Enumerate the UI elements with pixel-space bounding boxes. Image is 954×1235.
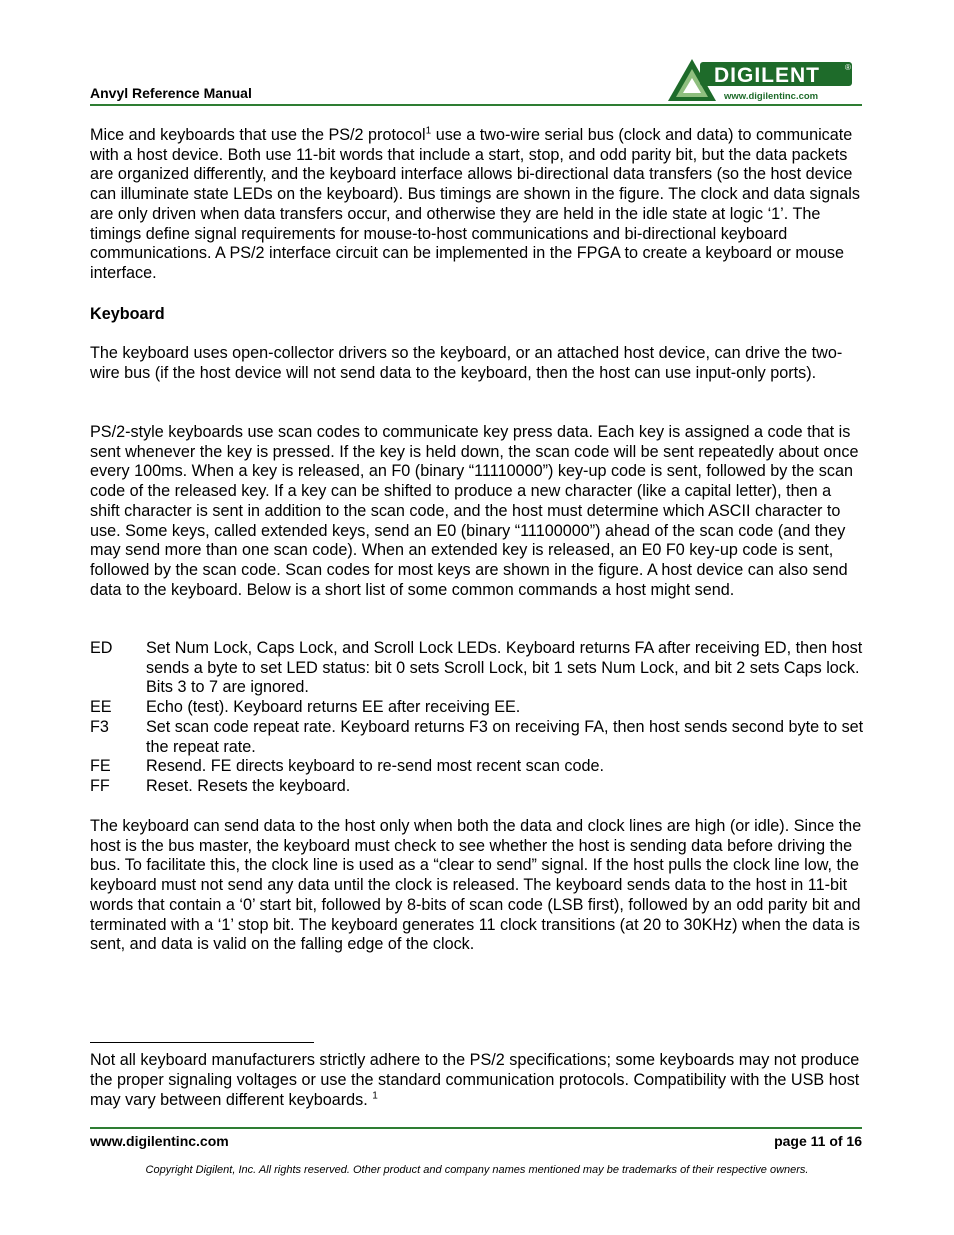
command-code: FE: [90, 757, 111, 776]
digilent-logo: [666, 57, 856, 103]
command-code: FF: [90, 776, 110, 795]
logo-url: www.digilentinc.com: [724, 91, 819, 102]
keyboard-paragraph-3: The keyboard can send data to the host only when both the data and clock lines are high (or idle). Since the host is the bus master, the keyboard must check to see whether the host is sending data before driving the bus. To facilitate this, the clock line is used as a “clear to send” signal. If the host pulls the clock line low, the keyboard must not send any data until the clock is released. The keyboard sends data to the host in 11-bit words that contain a ‘0’ start bit, followed by 8-bits of scan code (LSB first), followed by an odd parity bit and terminated with a ‘1’ stop bit. The keyboard generates 11 clock transitions (at 20 to 30KHz) when the data is sent, and data is valid on the falling edge of the clock.: [90, 817, 862, 954]
footnote-ref: 1: [425, 125, 432, 137]
command-desc: Resend. FE directs keyboard to re-send most recent scan code.: [146, 757, 604, 776]
keyboard-paragraph-1: The keyboard uses open-collector drivers so the keyboard, or an attached host device, can drive the two-wire bus (if the host device will not send data to the keyboard, then the host can use input-only ports).: [90, 344, 843, 382]
footnote-rule: [90, 1042, 314, 1043]
command-desc: Set Num Lock, Caps Lock, and Scroll Lock LEDs. Keyboard returns FA after receiving ED, then host sends a byte to set LED status: bit 0 sets Scroll Lock, bit 1 sets Num Lock, and bit 2 sets Caps lock. Bits 3 to 7 are ignored.: [146, 639, 863, 697]
command-item: [90, 757, 865, 777]
copyright-notice: Copyright Digilent, Inc. All rights reserved. Other product and company names mentioned may be trademarks of their respective owners.: [145, 1164, 809, 1176]
header-title: Anvyl Reference Manual: [90, 85, 252, 101]
header-rule: [90, 104, 862, 106]
command-list: [90, 639, 865, 797]
command-code: F3: [90, 717, 109, 736]
logo-wordmark: DIGILENT: [714, 64, 820, 87]
command-item: [90, 639, 865, 698]
section-heading-keyboard: Keyboard: [90, 305, 165, 323]
command-code: EE: [90, 698, 112, 717]
footer-url: www.digilentinc.com: [90, 1133, 229, 1149]
footnote-marker: 1: [372, 1090, 378, 1102]
command-desc: Reset. Resets the keyboard.: [146, 776, 351, 795]
logo-registered: ®: [845, 63, 851, 72]
command-code: ED: [90, 639, 113, 657]
footer-rule: [90, 1127, 862, 1129]
command-desc: Echo (test). Keyboard returns EE after receiving EE.: [146, 698, 521, 717]
intro-paragraph: Mice and keyboards that use the PS/2 protocol$^1$ use a two-wire serial bus (clock and data) to communicate with a host device. Both use 11-bit words that include a start, stop, and odd parity bit, but the data packets are organized differently, and the keyboard interface allows bi-directional data transfers (so the host device can illuminate state LEDs on the keyboard). Bus timings are shown in the figure. The clock and data signals are only driven when data transfers occur, and otherwise they are held in the idle state at logic ‘1’. The timings define signal requirements for mouse-to-host communications and bi-directional keyboard communications. A PS/2 interface circuit can be implemented in the FPGA to create a keyboard or mouse interface.: [90, 125, 860, 282]
command-item: [90, 777, 865, 797]
keyboard-paragraph-2: PS/2-style keyboards use scan codes to communicate key press data. Each key is assigned a code that is sent whenever the key is pressed. If the key is held down, the scan code will be sent repeatedly about once every 100ms. When a key is released, an F0 (binary “11110000”) key-up code is sent, followed by the scan code of the released key. If a key can be shifted to produce a new character (like a capital letter), then a shift character is sent in addition to the scan code, and the host must determine which ASCII character to use. Some keys, called extended keys, send an E0 (binary “11100000”) ahead of the scan code (and they may send more than one scan code). When an extended key is released, an E0 F0 key-up code is sent, followed by the scan code. Scan codes for most keys are shown in the figure. A host device can also send data to the keyboard. Below is a short list of some common commands a host might send.: [90, 423, 859, 599]
command-desc: Set scan code repeat rate. Keyboard returns F3 on receiving FA, then host sends second byte to set the repeat rate.: [146, 717, 864, 756]
command-item: [90, 718, 865, 757]
footnote: Not all keyboard manufacturers strictly adhere to the PS/2 specifications; some keyboards may not produce the proper signaling voltages or use the standard communication protocols. Compatibility with the USB host may vary between different keyboards. $^1$: [90, 1051, 860, 1109]
page-number: page 11 of 16: [774, 1133, 862, 1149]
command-item: [90, 698, 865, 718]
